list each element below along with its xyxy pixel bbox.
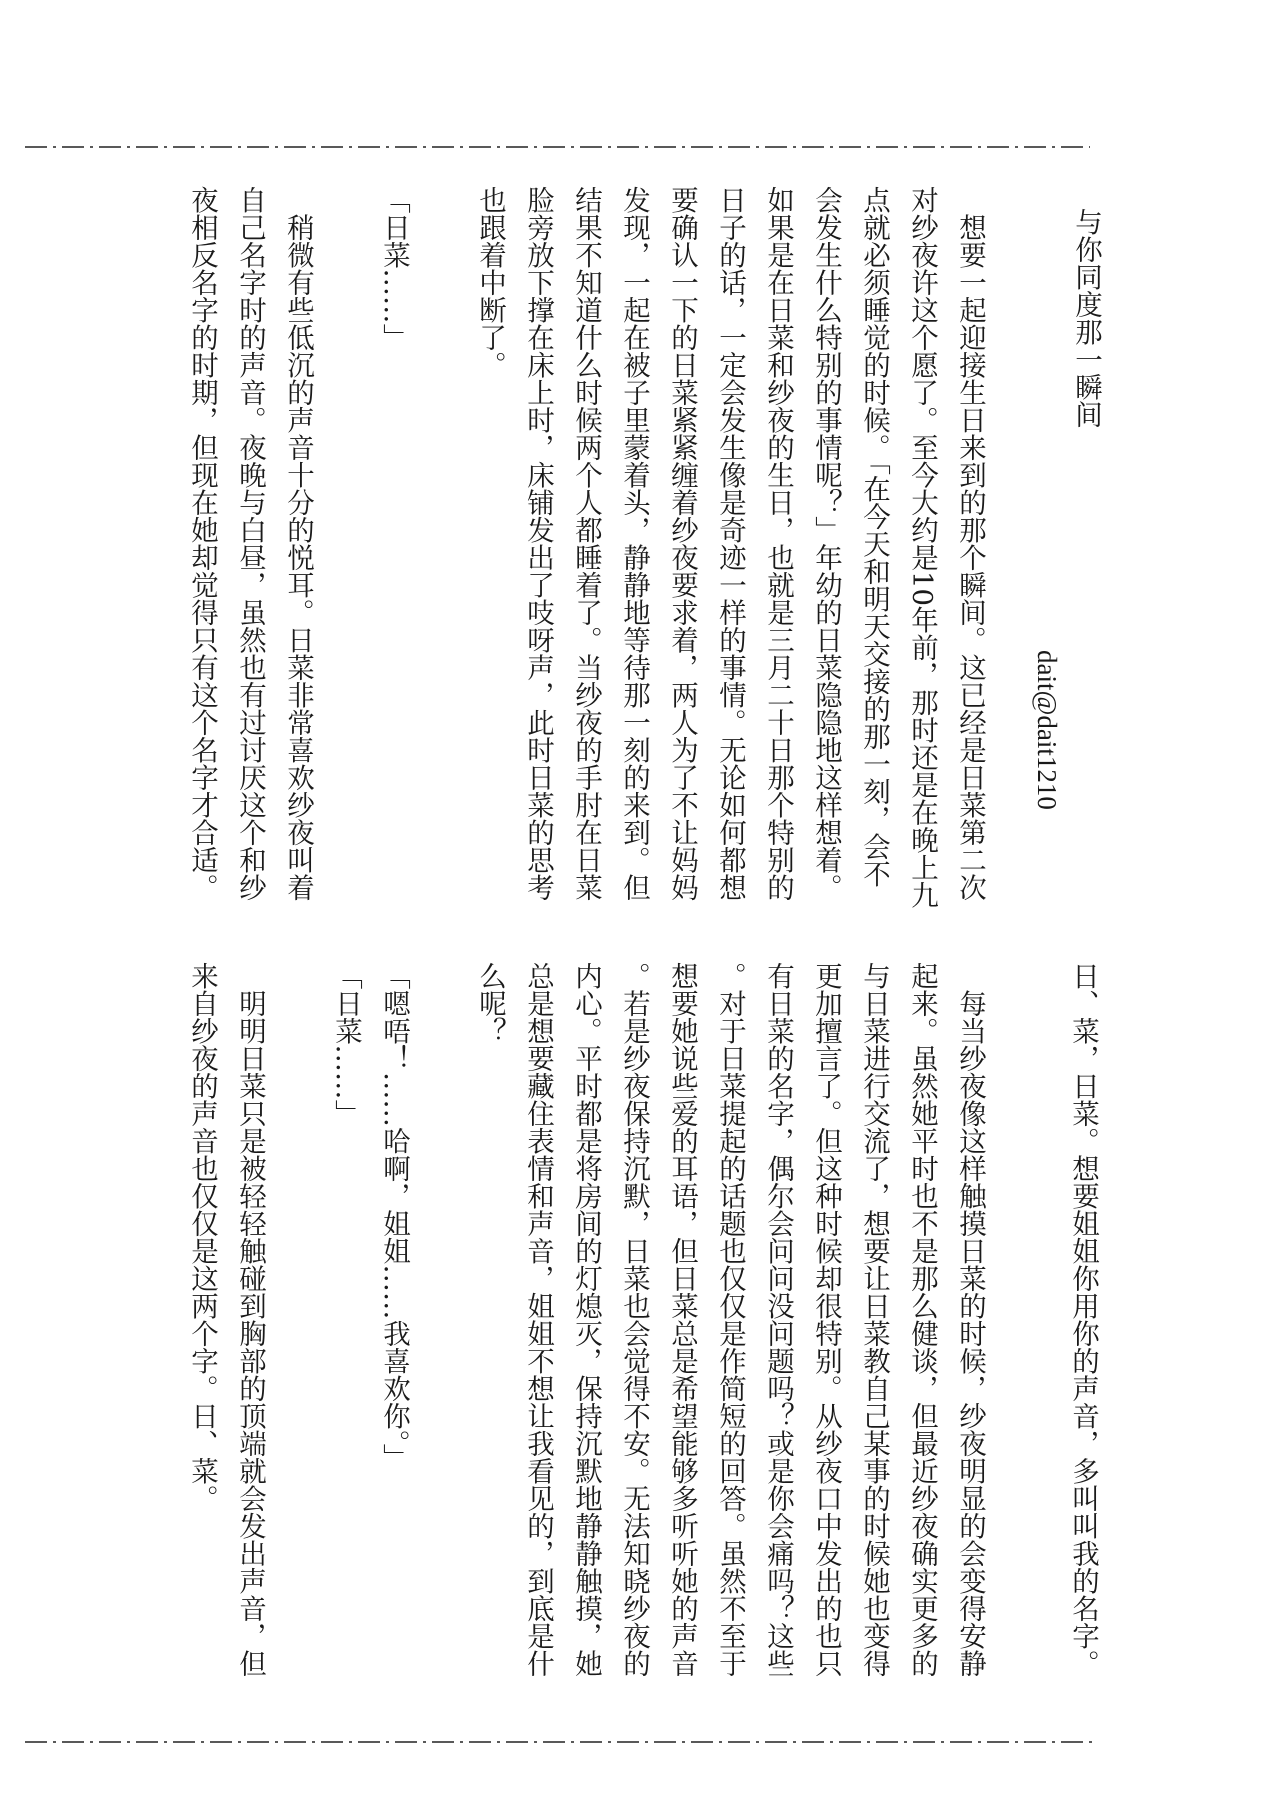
text-column: 起来。虽然她平时也不是那么健谈，但最近纱夜确实更多的 <box>906 962 938 1677</box>
story-title: 与你同度那一瞬间 <box>1070 208 1102 428</box>
text-column: 。若是纱夜保持沉默，日菜也会觉得不安。无法知晓纱夜的 <box>618 962 650 1677</box>
text-column: 发现，一起在被子里蒙着头，静静地等待那一刻的来到。但 <box>618 186 650 901</box>
text-column: 。对于日菜提起的话题也仅仅是作简短的回答。虽然不至于 <box>714 962 746 1677</box>
text-column: 结果不知道什么时候两个人都睡着了。当纱夜的手肘在日菜 <box>570 186 602 901</box>
text-column: 每当纱夜像这样触摸日菜的时候，纱夜明显的会变得安静 <box>954 962 986 1677</box>
text-column: 自己名字时的声音。夜晚与白昼，虽然也有过讨厌这个和纱 <box>234 186 266 901</box>
text-column: 有日菜的名字，偶尔会问问没问题吗？或是你会痛吗？这些 <box>762 962 794 1677</box>
text-column: 日子的话，一定会发生像是奇迹一样的事情。无论如何都想 <box>714 186 746 901</box>
section-heading: 日、菜，日菜。想要姐姐你用你的声音，多叫叫我的名字。 <box>1067 962 1099 1677</box>
text-column: 来自纱夜的声音也仅仅是这两个字。日、菜。 <box>186 962 218 1512</box>
text-column: 与日菜进行交流了，想要让日菜教自己某事的时候她也变得 <box>858 962 890 1677</box>
top-dash-dot-rule <box>0 144 1280 150</box>
text-column: 如果是在日菜和纱夜的生日，也就是三月二十日那个特别的 <box>762 186 794 901</box>
text-column: 想要她说些爱的耳语，但日菜总是希望能够多听听她的声音 <box>666 962 698 1677</box>
text-column: 更加擅言了。但这种时候却很特别。从纱夜口中发出的也只 <box>810 962 842 1677</box>
author-handle: dait@dait1210 <box>1032 650 1062 810</box>
text-column: 明明日菜只是被轻轻触碰到胸部的顶端就会发出声音，但 <box>234 962 266 1677</box>
text-column: 要确认一下的日菜紧紧缠着纱夜要求着，两人为了不让妈妈 <box>666 186 698 901</box>
text-column: 也跟着中断了。 <box>474 186 506 379</box>
dialogue-column: 「日菜……」 <box>330 962 362 1127</box>
dialogue-column: 「嗯唔！……哈啊，姐姐……我喜欢你。」 <box>378 962 410 1471</box>
text-column: 脸旁放下撑在床上时，床铺发出了吱呀声，此时日菜的思考 <box>522 186 554 901</box>
text-column: 想要一起迎接生日来到的那个瞬间。这已经是日菜第二次 <box>954 186 986 901</box>
bottom-dash-dot-rule <box>0 1739 1280 1745</box>
dialogue-column: 「日菜……」 <box>378 186 410 351</box>
text-column: 么呢？ <box>474 962 506 1045</box>
text-column: 稍微有些低沉的声音十分的悦耳。日菜非常喜欢纱夜叫着 <box>282 186 314 901</box>
text-column: 会发生什么特别的事情呢？」年幼的日菜隐隐地这样想着。 <box>810 186 842 901</box>
text-column: 点就必须睡觉的时候。「在今天和明天交接的那一刻，会不 <box>858 186 890 888</box>
text-column: 总是想要藏住表情和声音，姐姐不想让我看见的，到底是什 <box>522 962 554 1677</box>
text-column: 内心。平时都是将房间的灯熄灭，保持沉默地静静触摸，她 <box>570 962 602 1677</box>
text-column: 夜相反名字的时期，但现在她却觉得只有这个名字才合适。 <box>186 186 218 901</box>
text-column: 对纱夜许这个愿了。至今大约是10年前，那时还是在晚上九 <box>906 186 938 909</box>
